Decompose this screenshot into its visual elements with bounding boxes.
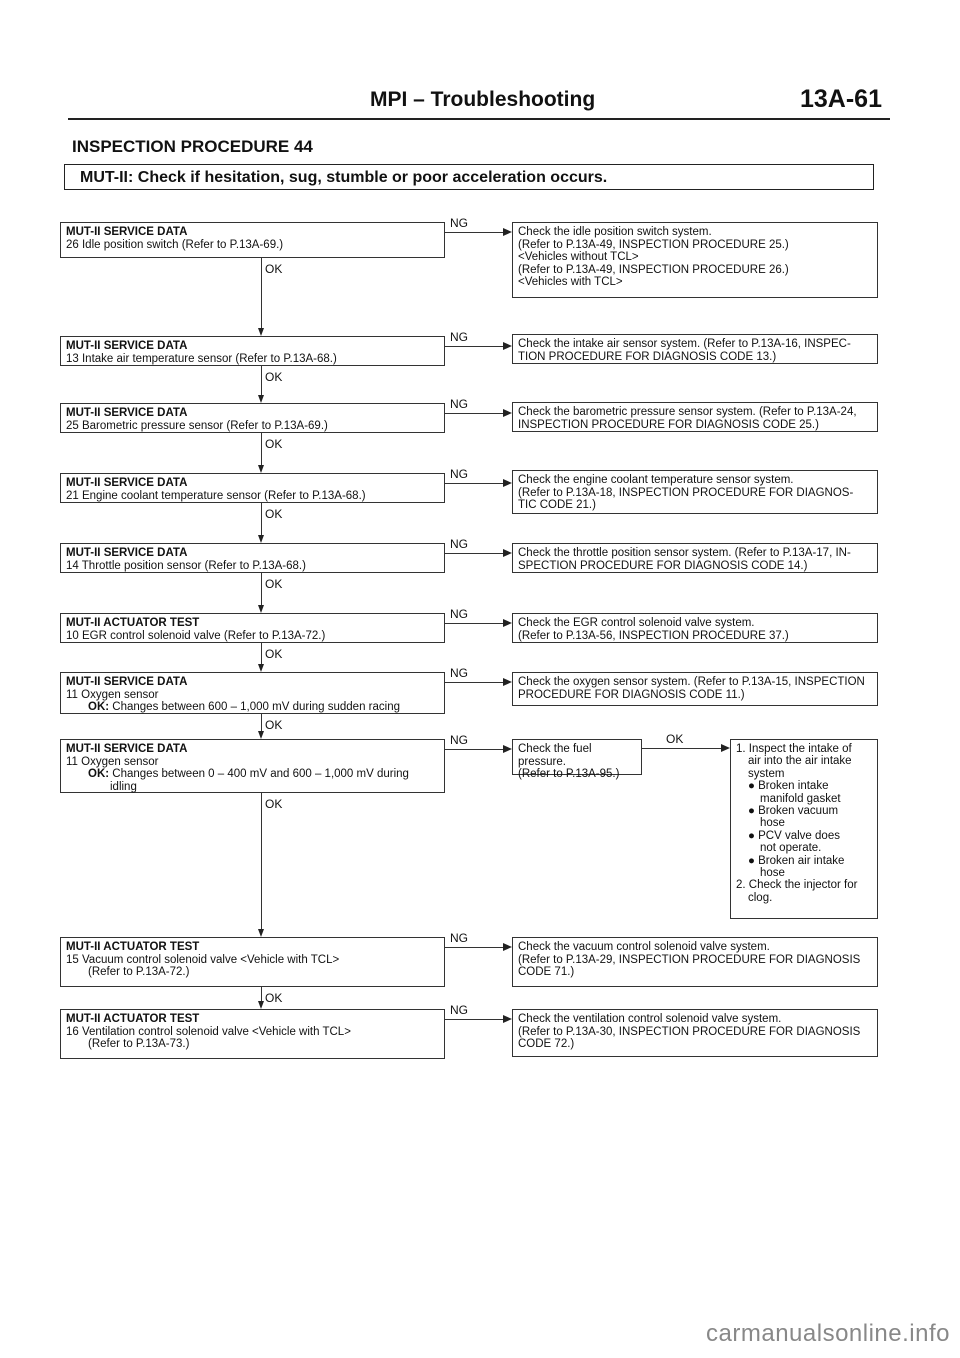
ng-connector xyxy=(445,749,503,750)
ng-result-line: Check the throttle position sensor system. (Refer to P.13A-17, IN- xyxy=(518,547,851,559)
ng-result-line: (Refer to P.13A-29, INSPECTION PROCEDURE FOR DIAGNOSIS xyxy=(518,953,861,966)
corrective-list-item: not operate. xyxy=(760,842,822,855)
ng-label: NG xyxy=(450,397,468,411)
section-title: INSPECTION PROCEDURE 44 xyxy=(72,137,313,156)
step-line: 11 Oxygen sensor xyxy=(66,755,159,768)
ng-label: NG xyxy=(450,330,468,344)
corrective-list-item: ● Broken air intake xyxy=(748,854,845,867)
step-box xyxy=(60,613,445,643)
ng-result-line: SPECTION PROCEDURE FOR DIAGNOSIS CODE 14.) xyxy=(518,559,808,572)
ok-criteria xyxy=(66,768,439,781)
ng-result-box xyxy=(512,543,878,573)
ng-result-box xyxy=(512,672,878,706)
corrective-list-item: hose xyxy=(760,867,785,880)
ng-result-box xyxy=(512,334,878,364)
ng-result-line: TION PROCEDURE FOR DIAGNOSIS CODE 13.) xyxy=(518,350,777,363)
ok-trunk xyxy=(261,573,262,605)
page-number: 13A-61 xyxy=(800,85,882,113)
ok-trunk xyxy=(261,433,262,465)
step-box xyxy=(60,739,445,793)
corrective-list-item: ● Broken vacuum xyxy=(748,805,839,818)
ng-connector xyxy=(445,623,503,624)
arrow-right-icon xyxy=(503,745,512,753)
ng-connector xyxy=(445,346,503,347)
corrective-list-item: clog. xyxy=(748,891,773,904)
step-title: MUT-II ACTUATOR TEST xyxy=(66,1013,200,1025)
corrective-list-box xyxy=(730,739,878,919)
ng-result-line: Check the barometric pressure sensor system. (Refer to P.13A-24, xyxy=(518,406,857,418)
ng-connector xyxy=(445,947,503,948)
step-box xyxy=(60,672,445,714)
ng-result-line: Check the idle position switch system. xyxy=(518,226,712,238)
ng-label: NG xyxy=(450,733,468,747)
ok-trunk xyxy=(261,793,262,929)
corrective-list-item: hose xyxy=(760,817,785,830)
step-title: MUT-II ACTUATOR TEST xyxy=(66,617,200,629)
arrow-down-icon xyxy=(258,664,264,672)
ng-result-box xyxy=(512,739,642,780)
step-title: MUT-II SERVICE DATA xyxy=(66,676,188,688)
ok-label: OK xyxy=(265,507,283,521)
arrow-down-icon xyxy=(258,1001,264,1009)
arrow-right-icon xyxy=(503,409,512,417)
arrow-down-icon xyxy=(258,535,264,543)
corrective-list-item: system xyxy=(748,767,785,780)
step-line: 21 Engine coolant temperature sensor (Refer to P.13A-68.) xyxy=(66,489,366,502)
ng-result-line: Check the vacuum control solenoid valve system. xyxy=(518,941,770,953)
step-line: (Refer to P.13A-73.) xyxy=(88,1038,190,1050)
step-box xyxy=(60,403,445,433)
ok-label: OK xyxy=(265,647,283,661)
ng-connector xyxy=(445,483,503,484)
ng-label: NG xyxy=(450,1003,468,1017)
ok-trunk xyxy=(261,643,262,664)
corrective-list-item: 1. Inspect the intake of xyxy=(736,743,852,755)
step-line: 14 Throttle position sensor (Refer to P.13A-68.) xyxy=(66,559,306,572)
ng-connector xyxy=(445,1019,503,1020)
ng-connector xyxy=(445,232,503,233)
ng-connector xyxy=(445,682,503,683)
ng-result-line: (Refer to P.13A-30, INSPECTION PROCEDURE FOR DIAGNOSIS xyxy=(518,1025,861,1038)
ok-criteria-text: Changes between 0 – 400 mV and 600 – 1,000 mV during xyxy=(112,768,409,780)
step-box xyxy=(60,937,445,987)
ok-label: OK xyxy=(265,718,283,732)
step-box xyxy=(60,336,445,366)
ok-criteria-text: Changes between 600 – 1,000 mV during sudden racing xyxy=(112,701,400,713)
ok-label: OK xyxy=(265,370,283,384)
step-line: 16 Ventilation control solenoid valve <Vehicle with TCL> xyxy=(66,1025,351,1038)
step-line: 15 Vacuum control solenoid valve <Vehicle with TCL> xyxy=(66,953,340,966)
arrow-right-icon xyxy=(503,228,512,236)
corrective-list-item: 2. Check the injector for xyxy=(736,879,858,892)
arrow-right-icon xyxy=(503,549,512,557)
ng-result-line: Check the EGR control solenoid valve system. xyxy=(518,617,755,629)
step-line: 13 Intake air temperature sensor (Refer to P.13A-68.) xyxy=(66,352,337,365)
corrective-list-item: manifold gasket xyxy=(760,792,841,805)
ng-label: NG xyxy=(450,666,468,680)
ng-result-line: (Refer to P.13A-18, INSPECTION PROCEDURE FOR DIAGNOS- xyxy=(518,486,854,499)
corrective-list-item: ● PCV valve does xyxy=(748,829,840,842)
step-title: MUT-II ACTUATOR TEST xyxy=(66,941,200,953)
ok-criteria xyxy=(66,701,439,714)
ok-label: OK xyxy=(265,991,283,1005)
arrow-right-icon xyxy=(503,678,512,686)
step-line: 25 Barometric pressure sensor (Refer to P.13A-69.) xyxy=(66,419,328,432)
ok-connector xyxy=(642,748,721,749)
ok-criteria-label: OK: xyxy=(88,768,113,780)
step-title: MUT-II SERVICE DATA xyxy=(66,743,188,755)
ng-result-box xyxy=(512,402,878,432)
corrective-list-item: ● Broken intake xyxy=(748,780,829,793)
arrow-right-icon xyxy=(503,619,512,627)
ng-label: NG xyxy=(450,467,468,481)
ok-label: OK xyxy=(265,577,283,591)
ng-result-box xyxy=(512,470,878,514)
ok-trunk xyxy=(261,503,262,535)
ng-result-line: TIC CODE 21.) xyxy=(518,499,596,511)
ng-result-line: PROCEDURE FOR DIAGNOSIS CODE 11.) xyxy=(518,688,745,701)
ng-result-line: Check the oxygen sensor system. (Refer to P.13A-15, INSPECTION xyxy=(518,676,865,688)
step-box xyxy=(60,1009,445,1059)
question-text: MUT-II: Check if hesitation, sug, stumble or poor acceleration occurs. xyxy=(80,169,608,186)
ok-criteria-text: idling xyxy=(110,780,137,793)
ng-connector xyxy=(445,553,503,554)
step-line: 10 EGR control solenoid valve (Refer to P.13A-72.) xyxy=(66,629,326,642)
arrow-right-icon xyxy=(503,342,512,350)
header-title: MPI – Troubleshooting xyxy=(370,88,596,111)
step-title: MUT-II SERVICE DATA xyxy=(66,340,188,352)
arrow-down-icon xyxy=(258,395,264,403)
watermark: carmanualsonline.info xyxy=(706,1320,950,1347)
ng-result-line: (Refer to P.13A-49, INSPECTION PROCEDURE 26.) xyxy=(518,263,789,276)
arrow-right-icon xyxy=(503,943,512,951)
step-line: (Refer to P.13A-72.) xyxy=(88,966,190,978)
arrow-down-icon xyxy=(258,605,264,613)
header-rule xyxy=(68,118,890,120)
corrective-list-item: air into the air intake xyxy=(748,755,852,768)
ng-result-line: <Vehicles without TCL> xyxy=(518,251,639,263)
ng-result-box xyxy=(512,222,878,298)
arrow-down-icon xyxy=(258,929,264,937)
step-line: 26 Idle position switch (Refer to P.13A-69.) xyxy=(66,238,284,251)
step-title: MUT-II SERVICE DATA xyxy=(66,547,188,559)
ok-criteria-label: OK: xyxy=(88,701,113,713)
arrow-down-icon xyxy=(258,465,264,473)
ok-trunk xyxy=(261,366,262,395)
ng-label: NG xyxy=(450,607,468,621)
step-title: MUT-II SERVICE DATA xyxy=(66,407,188,419)
ok-label: OK xyxy=(265,797,283,811)
arrow-right-icon xyxy=(503,479,512,487)
ng-result-line: Check the ventilation control solenoid valve system. xyxy=(518,1013,782,1025)
ng-result-line: INSPECTION PROCEDURE FOR DIAGNOSIS CODE 25.) xyxy=(518,418,819,431)
ok-trunk xyxy=(261,714,262,731)
ok-label: OK xyxy=(666,732,684,746)
ng-result-box xyxy=(512,613,878,643)
step-box xyxy=(60,222,445,258)
ng-result-line: Check the engine coolant temperature sensor system. xyxy=(518,474,794,486)
arrow-right-icon xyxy=(721,744,730,752)
ng-result-box xyxy=(512,937,878,987)
step-title: MUT-II SERVICE DATA xyxy=(66,477,188,489)
ng-label: NG xyxy=(450,216,468,230)
arrow-down-icon xyxy=(258,328,264,336)
ng-result-line: (Refer to P.13A-49, INSPECTION PROCEDURE 25.) xyxy=(518,238,789,251)
ok-trunk xyxy=(261,987,262,1001)
step-title: MUT-II SERVICE DATA xyxy=(66,226,188,238)
ng-result-line: CODE 72.) xyxy=(518,1038,575,1050)
step-line: 11 Oxygen sensor xyxy=(66,688,159,701)
ng-label: NG xyxy=(450,931,468,945)
ok-trunk xyxy=(261,258,262,328)
ok-label: OK xyxy=(265,262,283,276)
ng-connector xyxy=(445,413,503,414)
ng-result-box xyxy=(512,1009,878,1057)
ng-result-line: Check the fuel pressure. xyxy=(518,743,592,768)
step-box xyxy=(60,473,445,503)
ok-label: OK xyxy=(265,437,283,451)
ng-result-line: (Refer to P.13A-95.) xyxy=(518,768,620,780)
arrow-down-icon xyxy=(258,731,264,739)
ng-result-line: <Vehicles with TCL> xyxy=(518,276,623,288)
ng-result-line: CODE 71.) xyxy=(518,966,575,978)
step-box xyxy=(60,543,445,573)
ng-label: NG xyxy=(450,537,468,551)
ng-result-line: Check the intake air sensor system. (Refer to P.13A-16, INSPEC- xyxy=(518,338,851,350)
arrow-right-icon xyxy=(503,1015,512,1023)
ng-result-line: (Refer to P.13A-56, INSPECTION PROCEDURE 37.) xyxy=(518,629,789,642)
